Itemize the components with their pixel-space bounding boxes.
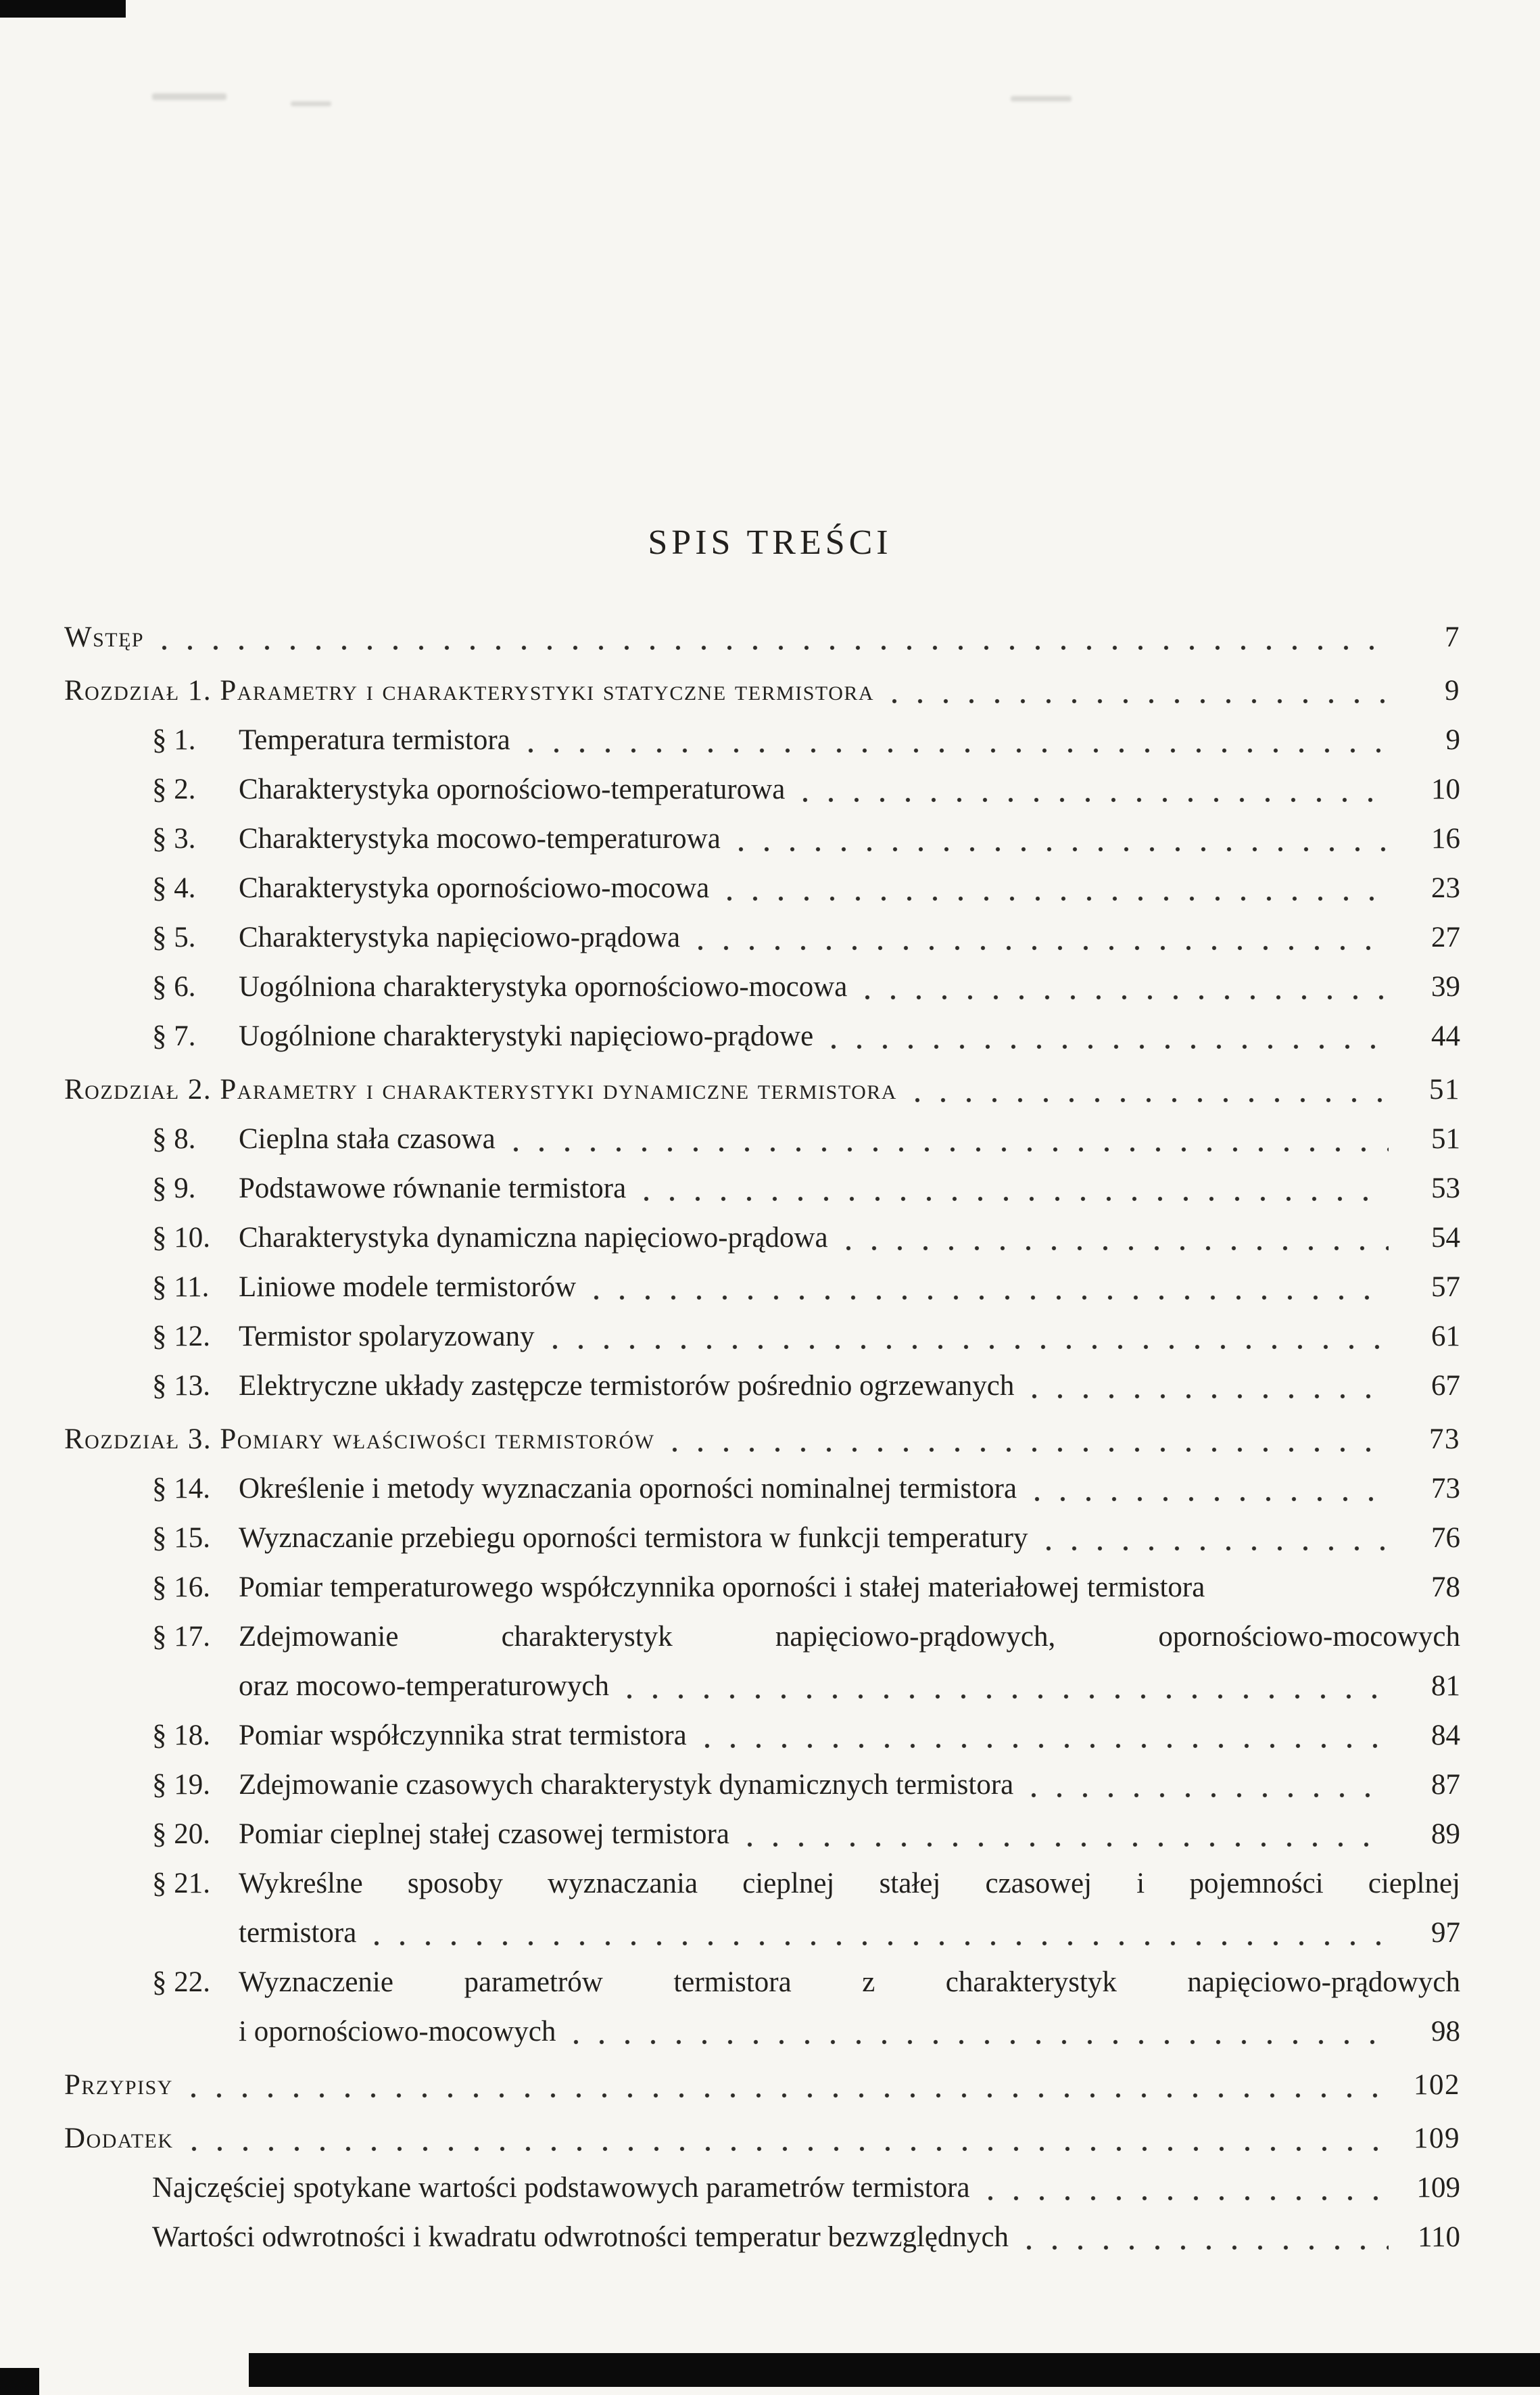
toc-row [64,1262,1460,1312]
dot-leader [1028,1361,1393,1410]
section-number: § 1. [152,724,196,756]
dot-leader [158,613,1393,662]
page-number: 61 [1431,1321,1460,1352]
entry-title: Zdejmowanie czasowych charakterystyk dynamicznych termistora [239,1769,1014,1801]
toc-row [64,1361,1460,1410]
dot-leader [743,1809,1393,1859]
section-number: § 7. [152,1020,196,1052]
dot-leader [569,2007,1393,2056]
entry-title: Zdejmowanie charakterystyk napięciowo-prądowych, opornościowo-mocowych [239,1621,1460,1653]
toc-row [64,1065,1460,1114]
page-number: 51 [1431,1123,1460,1155]
dot-leader [1027,1760,1393,1809]
dot-leader [187,2060,1393,2110]
section-number: § 12. [152,1321,210,1352]
section-number: § 16. [152,1571,210,1603]
page-number: 73 [1431,1473,1460,1504]
entry-title: i opornościowo-mocowych [239,2016,556,2047]
page-number: 27 [1431,922,1460,953]
dot-leader [888,666,1393,715]
entry-title: Wstęp [64,621,145,653]
toc-row [64,1114,1460,1164]
page-number: 10 [1431,774,1460,805]
toc-list [64,613,1460,2262]
scan-artifact-bottom [249,2353,1540,2387]
toc-row [64,1513,1460,1563]
toc-row [64,1711,1460,1760]
page-number: 78 [1431,1571,1460,1603]
toc-row [64,1809,1460,1859]
entry-title: Termistor spolaryzowany [239,1321,535,1352]
entry-title: Przypisy [64,2069,173,2101]
toc-row [64,913,1460,962]
page-number: 84 [1431,1720,1460,1751]
dot-leader [589,1262,1393,1312]
pencil-smudge [1011,96,1072,101]
dot-leader [911,1065,1393,1114]
entry-title: Charakterystyka opornościowo-mocowa [239,872,710,904]
page-number: 39 [1431,971,1460,1003]
dot-leader [1022,2212,1393,2262]
page-number: 73 [1429,1423,1460,1455]
section-number: § 5. [152,922,196,953]
toc-row [64,1908,1460,1958]
dot-leader [827,1012,1393,1061]
dot-leader [700,1711,1393,1760]
page-number: 9 [1445,675,1460,707]
section-number: § 4. [152,872,196,904]
scan-artifact-bottom-left [0,2368,39,2395]
entry-title: Uogólniona charakterystyka opornościowo-mocowa [239,971,848,1003]
page-number: 9 [1445,724,1460,756]
entry-title: Charakterystyka opornościowo-temperaturowa [239,774,786,805]
page-number: 51 [1429,1074,1460,1106]
entry-title: Najczęściej spotykane wartości podstawowych parametrów termistora [152,2172,970,2204]
entry-title: Rozdział 3. Pomiary właściwości termistorów [64,1423,655,1455]
entry-title: Uogólnione charakterystyki napięciowo-prądowe [239,1020,814,1052]
toc-row [64,814,1460,863]
entry-title: Pomiar współczynnika strat termistora [239,1720,687,1751]
toc-row [64,1312,1460,1361]
page-number: 16 [1431,823,1460,855]
entry-title: Charakterystyka dynamiczna napięciowo-prądowa [239,1222,828,1254]
dot-leader [723,863,1393,913]
dot-leader [1042,1513,1393,1563]
section-number: § 11. [152,1271,210,1303]
entry-title: Charakterystyka mocowo-temperaturowa [239,823,721,855]
toc-row [64,1612,1460,1661]
entry-title: Pomiar temperaturowego współczynnika oporności i stałej materiałowej termistora [239,1571,1205,1603]
toc-row [64,1415,1460,1464]
toc-row [64,1760,1460,1809]
section-number: § 19. [152,1769,210,1801]
page-number: 109 [1414,2123,1460,2154]
toc-row [64,1661,1460,1711]
page-number: 76 [1431,1522,1460,1554]
toc-row [64,863,1460,913]
section-number: § 10. [152,1222,210,1254]
entry-title: Dodatek [64,2123,174,2154]
entry-title: Wyznaczenie parametrów termistora z charakterystyk napięciowo-prądowych [239,1966,1460,1998]
toc-row [64,666,1460,715]
dot-leader [524,715,1393,765]
toc-row [64,2060,1460,2110]
section-number: § 15. [152,1522,210,1554]
entry-title: Liniowe modele termistorów [239,1271,577,1303]
toc-row [64,1958,1460,2007]
dot-leader [640,1164,1393,1213]
page-number: 89 [1431,1818,1460,1850]
entry-title: Temperatura termistora [239,724,510,756]
toc-row [64,1563,1460,1612]
toc-row [64,1012,1460,1061]
section-number: § 13. [152,1370,210,1402]
page-number: 57 [1431,1271,1460,1303]
entry-title: Elektryczne układy zastępcze termistorów pośrednio ogrzewanych [239,1370,1015,1402]
section-number: § 22. [152,1966,210,1998]
entry-title: Wykreślne sposoby wyznaczania cieplnej stałej czasowej i pojemności cieplnej [239,1868,1460,1899]
section-number: § 18. [152,1720,210,1751]
dot-leader [668,1415,1393,1464]
toc-row [64,962,1460,1012]
dot-leader [694,913,1393,962]
toc-row [64,1859,1460,1908]
dot-leader [984,2163,1393,2212]
dot-leader [187,2114,1393,2163]
entry-title: Charakterystyka napięciowo-prądowa [239,922,681,953]
page-title: SPIS TREŚCI [648,523,892,562]
pencil-smudge [291,101,331,106]
dot-leader [1218,1563,1393,1612]
page-number: 7 [1445,621,1460,653]
entry-title: Rozdział 2. Parametry i charakterystyki dynamiczne termistora [64,1074,897,1106]
dot-leader [842,1213,1393,1262]
entry-title: Pomiar cieplnej stałej czasowej termistora [239,1818,729,1850]
page-number: 87 [1431,1769,1460,1801]
toc-row [64,1464,1460,1513]
dot-leader [1030,1464,1393,1513]
entry-title: Rozdział 1. Parametry i charakterystyki statyczne termistora [64,675,875,707]
toc-row [64,765,1460,814]
page-number: 67 [1431,1370,1460,1402]
toc-row [64,613,1460,662]
dot-leader [734,814,1393,863]
page-number: 110 [1418,2221,1460,2253]
page-number: 97 [1431,1917,1460,1949]
toc-row [64,2007,1460,2056]
toc-row [64,2163,1460,2212]
entry-title: Podstawowe równanie termistora [239,1172,627,1204]
dot-leader [798,765,1393,814]
dot-leader [370,1908,1393,1958]
entry-title: termistora [239,1917,357,1949]
dot-leader [861,962,1393,1012]
section-number: § 21. [152,1868,210,1899]
entry-title: Wartości odwrotności i kwadratu odwrotności temperatur bezwzględnych [152,2221,1009,2253]
toc-row [64,715,1460,765]
toc-row [64,2212,1460,2262]
page-number: 98 [1431,2016,1460,2047]
section-number: § 9. [152,1172,196,1204]
section-number: § 3. [152,823,196,855]
entry-title: Wyznaczanie przebiegu oporności termistora w funkcji temperatury [239,1522,1028,1554]
scan-artifact-top-left [0,0,126,18]
section-number: § 2. [152,774,196,805]
page-number: 44 [1431,1020,1460,1052]
page-number: 53 [1431,1172,1460,1204]
page-number: 23 [1431,872,1460,904]
pencil-smudge [152,93,226,100]
dot-leader [623,1661,1393,1711]
section-number: § 17. [152,1621,210,1653]
page-number: 102 [1414,2069,1460,2101]
entry-title: oraz mocowo-temperaturowych [239,1670,610,1702]
section-number: § 14. [152,1473,210,1504]
page-number: 81 [1431,1670,1460,1702]
section-number: § 8. [152,1123,196,1155]
entry-title: Cieplna stała czasowa [239,1123,496,1155]
page-number: 54 [1431,1222,1460,1254]
dot-leader [548,1312,1393,1361]
page-number: 109 [1416,2172,1460,2204]
entry-title: Określenie i metody wyznaczania oporności nominalnej termistora [239,1473,1017,1504]
toc-row [64,2114,1460,2163]
toc-row [64,1213,1460,1262]
toc-row [64,1164,1460,1213]
section-number: § 6. [152,971,196,1003]
dot-leader [509,1114,1393,1164]
section-number: § 20. [152,1818,210,1850]
